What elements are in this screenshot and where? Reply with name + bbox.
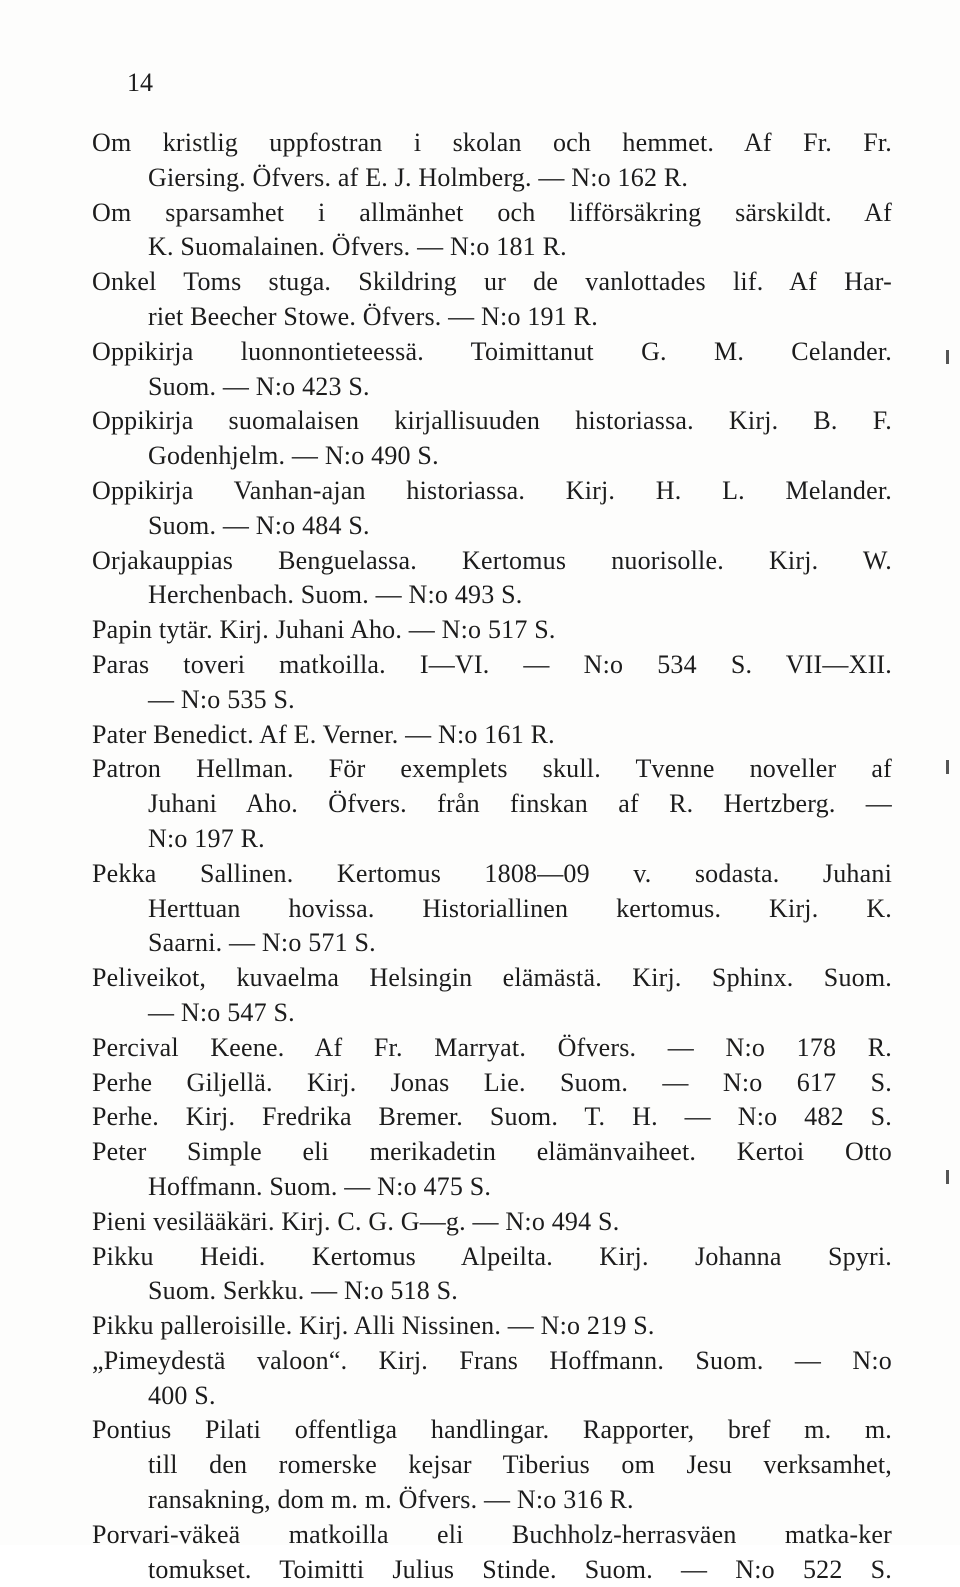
catalog-entry-continuation-line: tomukset. Toimitti Julius Stinde. Suom. — N:o 522 S. <box>148 1554 892 1584</box>
catalog-entry-continuation-line: Hoffmann. Suom. — N:o 475 S. <box>148 1171 492 1201</box>
catalog-entry-line: Om kristlig uppfostran i skolan och hemmet. Af Fr. Fr. <box>92 128 892 157</box>
catalog-entry-continuation-line: riet Beecher Stowe. Öfvers. — N:o 191 R. <box>148 301 598 331</box>
edge-mark <box>946 760 949 774</box>
catalog-entry-continuation-line: Suom. Serkku. — N:o 518 S. <box>148 1276 459 1306</box>
catalog-entry-line: Patron Hellman. För exemplets skull. Tvenne noveller af <box>92 754 892 784</box>
catalog-entry-line: Oppikirja Vanhan-ajan historiassa. Kirj. H. L. Melander. <box>92 475 892 505</box>
catalog-entry-continuation-line: — N:o 535 S. <box>148 684 295 714</box>
page-number: 14 <box>127 68 153 97</box>
edge-mark <box>946 350 949 364</box>
catalog-entry-continuation-line: Herchenbach. Suom. — N:o 493 S. <box>148 580 523 610</box>
catalog-entry-line: Oppikirja luonnontieteessä. Toimittanut G. M. Celander. <box>92 336 892 366</box>
catalog-entry-line: Pater Benedict. Af E. Verner. — N:o 161 R. <box>92 719 555 749</box>
catalog-entry-line: Om sparsamhet i allmänhet och lifförsäkring särskildt. Af <box>92 197 892 227</box>
catalog-entry-continuation-line: 400 S. <box>148 1380 216 1410</box>
catalog-entry-continuation-line: — N:o 547 S. <box>148 997 295 1027</box>
catalog-entry-continuation-line: ransakning, dom m. m. Öfvers. — N:o 316 R. <box>148 1485 634 1515</box>
catalog-entry-line: Pikku palleroisille. Kirj. Alli Nissinen. — N:o 219 S. <box>92 1311 655 1341</box>
catalog-entry-line: Porvari-väkeä matkoilla eli Buchholz-herrasväen matka-ker <box>92 1519 892 1549</box>
catalog-entry-continuation-line: Suom. — N:o 484 S. <box>148 510 370 540</box>
catalog-entry-line: Perhe. Kirj. Fredrika Bremer. Suom. T. H. — N:o 482 S. <box>92 1102 892 1132</box>
catalog-entry-continuation-line: Godenhjelm. — N:o 490 S. <box>148 441 439 471</box>
catalog-entry-line: Pieni vesilääkäri. Kirj. C. G. G—g. — N:o 494 S. <box>92 1206 620 1236</box>
catalog-entry-line: Orjakauppias Benguelassa. Kertomus nuorisolle. Kirj. W. <box>92 545 892 575</box>
catalog-entry-line: Pikku Heidi. Kertomus Alpeilta. Kirj. Johanna Spyri. <box>92 1241 892 1271</box>
catalog-entry-continuation-line: K. Suomalainen. Öfvers. — N:o 181 R. <box>148 232 567 262</box>
catalog-entry-line: Peter Simple eli merikadetin elämänvaiheet. Kertoi Otto <box>92 1137 892 1167</box>
catalog-entry-line: Perhe Giljellä. Kirj. Jonas Lie. Suom. — N:o 617 S. <box>92 1067 892 1097</box>
catalog-entry-line: „Pimeydestä valoon“. Kirj. Frans Hoffmann. Suom. — N:o <box>92 1345 892 1375</box>
catalog-entry-continuation-line: Giersing. Öfvers. af E. J. Holmberg. — N:o 162 R. <box>148 162 689 192</box>
catalog-entry-line: Percival Keene. Af Fr. Marryat. Öfvers. — N:o 178 R. <box>92 1032 892 1062</box>
catalog-entry-continuation-line: Herttuan hovissa. Historiallinen kertomus. Kirj. K. <box>148 893 892 923</box>
catalog-entry-continuation-line: till den romerske kejsar Tiberius om Jesu verksamhet, <box>148 1450 892 1480</box>
catalog-entry-line: Pekka Sallinen. Kertomus 1808—09 v. sodasta. Juhani <box>92 858 892 888</box>
catalog-entry-continuation-line: Juhani Aho. Öfvers. från finskan af R. Hertzberg. — <box>148 789 892 819</box>
catalog-entry-line: Pontius Pilati offentliga handlingar. Rapporter, bref m. m. <box>92 1415 892 1445</box>
catalog-entry-line: Oppikirja suomalaisen kirjallisuuden historiassa. Kirj. B. F. <box>92 406 892 436</box>
catalog-entry-continuation-line: Suom. — N:o 423 S. <box>148 371 370 401</box>
edge-mark <box>946 1170 949 1184</box>
catalog-entry-line: Papin tytär. Kirj. Juhani Aho. — N:o 517 S. <box>92 615 556 645</box>
catalog-entry-line: Paras toveri matkoilla. I—VI. — N:o 534 S. VII—XII. <box>92 649 892 679</box>
catalog-entry-line: Onkel Toms stuga. Skildring ur de vanlottades lif. Af Har- <box>92 267 892 297</box>
catalog-entry-continuation-line: N:o 197 R. <box>148 823 265 853</box>
catalog-entry-list <box>92 126 892 1587</box>
catalog-entry-line: Peliveikot, kuvaelma Helsingin elämästä. Kirj. Sphinx. Suom. <box>92 963 892 993</box>
catalog-entry-continuation-line: Saarni. — N:o 571 S. <box>148 928 376 958</box>
